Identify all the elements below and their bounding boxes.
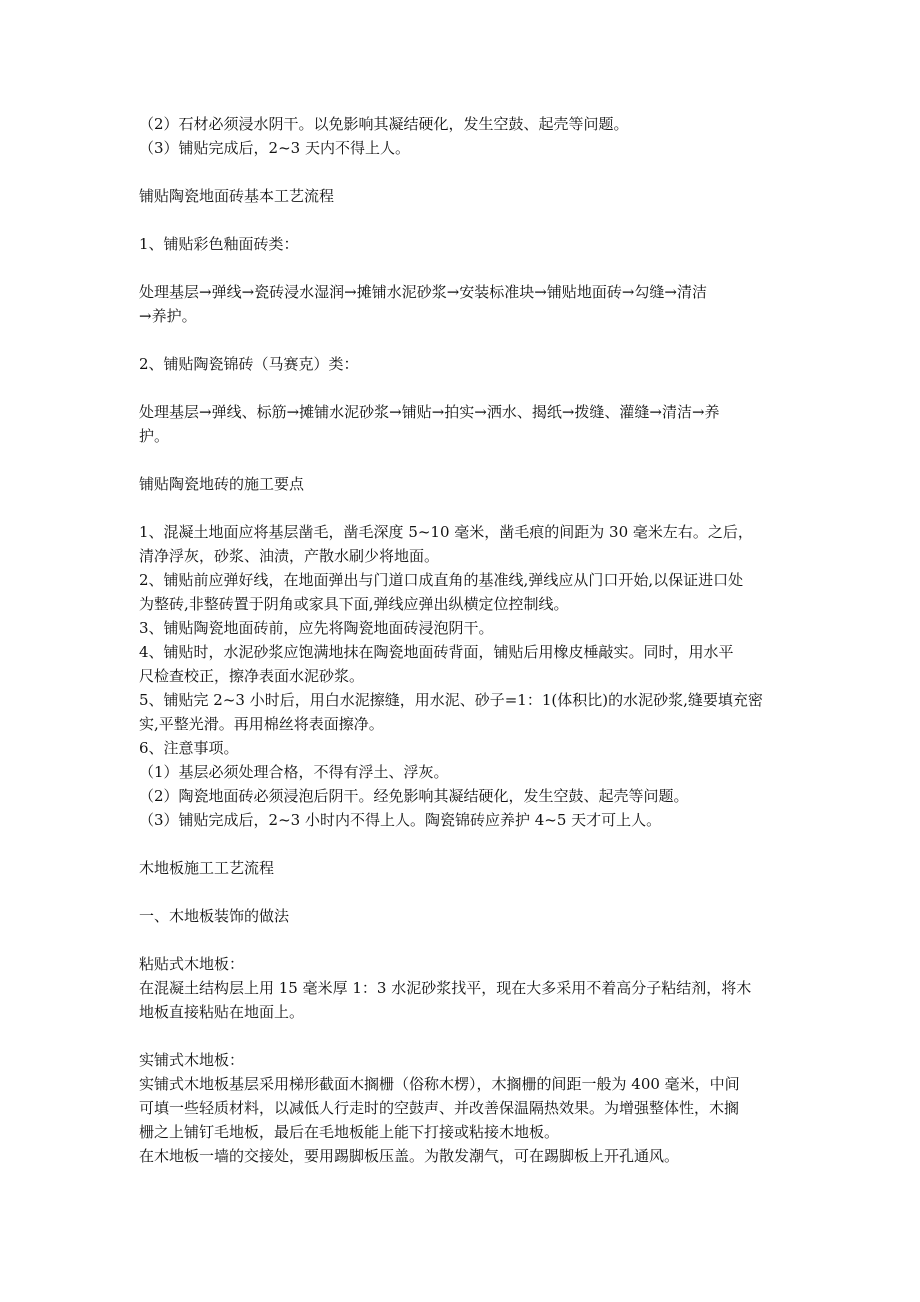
paragraph-line: 2、铺贴前应弹好线，在地面弹出与门道口成直角的基准线,弹线应从门口开始,以保证进口处: [139, 571, 744, 589]
paragraph-line: 地板直接粘贴在地面上。: [139, 1003, 305, 1021]
paragraph-line: 栅之上铺钉毛地板，最后在毛地板能上能下打接或粘接木地板。: [139, 1123, 560, 1141]
subheading-wood-floor-methods: 一、木地板装饰的做法: [139, 907, 290, 925]
paragraph-line: 护。: [139, 427, 170, 445]
subheading-mosaic-tile: 2、铺贴陶瓷锦砖（马赛克）类：: [139, 355, 359, 373]
paragraph-line: →养护。: [139, 307, 197, 325]
spacer: [139, 880, 787, 904]
paragraph-line: 清净浮灰，砂浆、油渍，产散水刷少将地面。: [139, 547, 440, 565]
paragraph-line: 3、铺贴陶瓷地面砖前，应先将陶瓷地面砖浸泡阴干。: [139, 619, 494, 637]
paragraph-line: （3）铺贴完成后，2~3 小时内不得上人。陶瓷锦砖应养护 4~5 天才可上人。: [139, 811, 662, 829]
spacer: [139, 1024, 787, 1048]
intro-line-1: （2）石材必须浸水阴干。以免影响其凝结硬化，发生空鼓、起壳等问题。: [139, 115, 629, 133]
paragraph-line: 处理基层→弹线、标筋→摊铺水泥砂浆→铺贴→拍实→洒水、揭纸→拨缝、灌缝→清洁→养: [139, 403, 720, 421]
spacer: [139, 448, 787, 472]
spacer: [139, 928, 787, 952]
section-heading-tile-process: 铺贴陶瓷地面砖基本工艺流程: [139, 187, 335, 205]
spacer: [139, 160, 787, 184]
spacer: [139, 208, 787, 232]
paragraph-line: 处理基层→弹线→瓷砖浸水湿润→摊铺水泥砂浆→安装标准块→铺贴地面砖→勾缝→清洁: [139, 283, 707, 301]
paragraph-line: 1、混凝土地面应将基层凿毛，凿毛深度 5~10 毫米，凿毛痕的间距为 30 毫米左右。之后，: [139, 523, 753, 541]
subheading-glazed-tile: 1、铺贴彩色釉面砖类：: [139, 235, 299, 253]
paragraph-line: 尺检查校正，擦净表面水泥砂浆。: [139, 667, 365, 685]
paragraph-line: 实,平整光滑。再用棉丝将表面擦净。: [139, 715, 384, 733]
paragraph-line: 5、铺贴完 2~3 小时后，用白水泥擦缝，用水泥、砂子=1：1(体积比)的水泥砂浆,缝要填充密: [139, 691, 763, 709]
document-page: [139, 112, 787, 1168]
subheading-solid-wood-floor: 实铺式木地板：: [139, 1051, 245, 1069]
intro-line-2: （3）铺贴完成后，2~3 天内不得上人。: [139, 139, 410, 157]
spacer: [139, 376, 787, 400]
paragraph-line: （2）陶瓷地面砖必须浸泡后阴干。经免影响其凝结硬化，发生空鼓、起壳等问题。: [139, 787, 689, 805]
subheading-paste-wood-floor: 粘贴式木地板：: [139, 955, 245, 973]
spacer: [139, 256, 787, 280]
paragraph-line: 4、铺贴时，水泥砂浆应饱满地抹在陶瓷地面砖背面，铺贴后用橡皮棰敲实。同时，用水平: [139, 643, 734, 661]
paragraph-line: 6、注意事项。: [139, 739, 239, 757]
paragraph-line: （1）基层必须处理合格，不得有浮土、浮灰。: [139, 763, 449, 781]
section-heading-wood-floor-process: 木地板施工工艺流程: [139, 859, 275, 877]
paragraph-line: 在木地板一墙的交接处，要用踢脚板压盖。为散发潮气，可在踢脚板上开孔通风。: [139, 1147, 680, 1165]
spacer: [139, 832, 787, 856]
paragraph-line: 在混凝土结构层上用 15 毫米厚 1：3 水泥砂浆找平，现在大多采用不着高分子粘结剂，将木: [139, 979, 752, 997]
paragraph-line: 为整砖,非整砖置于阴角或家具下面,弹线应弹出纵横定位控制线。: [139, 595, 569, 613]
spacer: [139, 328, 787, 352]
spacer: [139, 496, 787, 520]
paragraph-line: 实铺式木地板基层采用梯形截面木搁栅（俗称木楞），木搁栅的间距一般为 400 毫米，中间: [139, 1075, 740, 1093]
paragraph-line: 可填一些轻质材料，以减低人行走时的空鼓声、并改善保温隔热效果。为增强整体性，木搁: [139, 1099, 740, 1117]
section-heading-tile-key-points: 铺贴陶瓷地砖的施工要点: [139, 475, 305, 493]
